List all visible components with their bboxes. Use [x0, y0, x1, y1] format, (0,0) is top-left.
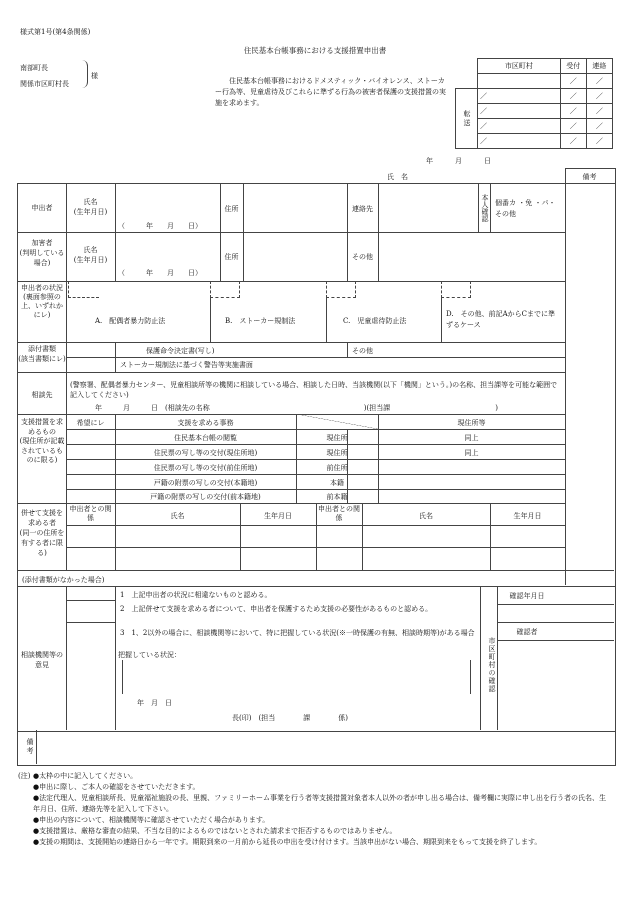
notes-prefix: (注) — [18, 772, 31, 780]
perpetrator-other-label: その他 — [352, 253, 373, 261]
support-val-1: 同上 — [464, 434, 479, 442]
status-c-checkbox[interactable] — [326, 281, 356, 298]
city-confirm-label: 市区町村の確認 — [488, 637, 496, 693]
note-item: ●支援措置は、厳格な審査の結果、不当な目的によるものではないとされた請求まで拒否するものではありません。 — [33, 827, 397, 835]
remarks-header: 備考 — [582, 173, 597, 181]
support-type-5: 前本籍 — [326, 493, 348, 501]
status-b: B. ストーカー規制法 — [225, 317, 296, 325]
perpetrator-address-label: 住所 — [224, 253, 239, 261]
applicant-dob[interactable]: （ 年 月 日） — [118, 222, 202, 230]
opinion-item-3b: 把握している状況： — [118, 651, 181, 659]
joint-hdr-dob-2: 生年月日 — [513, 512, 542, 520]
joint-hdr-name-2: 氏名 — [419, 512, 433, 520]
situation-field[interactable] — [125, 660, 468, 694]
transfer-col-city: 市区町村 — [478, 59, 561, 74]
applicant-name-label: 氏名 (生年月日) — [73, 198, 108, 216]
status-a-checkbox[interactable] — [68, 281, 99, 298]
opinion-item-2: 2 上記併せて支援を求める者について、申出者を保護するため支援の必要性があるものと認める。 — [120, 605, 433, 613]
note-item: ●申出に際し、ご本人の確認をさせていただきます。 — [33, 783, 200, 791]
joint-hdr-name-1: 氏名 — [170, 512, 185, 520]
attachment-other: その他 — [352, 347, 373, 355]
support-hdr-check: 希望にレ — [76, 419, 105, 427]
applicant-contact-label: 連絡先 — [352, 205, 373, 213]
confirm-date-label: 確認年月日 — [509, 592, 545, 600]
transfer-side-label: 転送 — [456, 89, 478, 149]
status-label: 申出者の状況 (裏面参照の上、いずれかにレ) — [21, 284, 63, 319]
addressee-line1: 南部町長 — [20, 64, 48, 72]
support-item-4: 戸籍の附票の写しの交付(本籍地) — [153, 479, 258, 487]
perpetrator-dob[interactable]: （ 年 月 日） — [118, 269, 202, 277]
note-item: ●法定代理人、児童相談所長、児童福祉施設の長、里親、ファミリーホーム事業を行う者等支援措置対象者本人以外の者が申し出る場合は、備考欄に実際に申し出を行う者の氏名、生年月日、住所、連絡先等を記入して下さい。 — [33, 794, 606, 813]
support-check-1[interactable] — [68, 431, 113, 442]
joint-hdr-rel-1: 申出者との関 係 — [69, 505, 119, 522]
status-d-checkbox[interactable] — [441, 281, 471, 298]
id-types[interactable]: 個番カ ・免 ・パ・その他 — [495, 199, 556, 218]
note-item: ●申出の内容について、相談機関等に確認させていただく場合があります。 — [33, 816, 270, 824]
remarks-bottom-field[interactable] — [40, 733, 610, 761]
opinion-sign: 長(印) (担当 課 係) — [232, 714, 348, 722]
support-item-1: 住民基本台帳の閲覧 — [174, 434, 237, 442]
perpetrator-name-label: 氏名 (生年月日) — [73, 246, 108, 264]
applicant-address-field[interactable] — [245, 190, 345, 228]
applicant-label: 申出者 — [31, 204, 53, 212]
status-a: A. 配偶者暴力防止法 — [95, 317, 166, 325]
opinion-item-3: 3 1、2以外の場合に、相談機関等において、特に把握している状況(※一時保護の有無、相談時期等)がある場合 — [120, 629, 475, 637]
form-number: 様式第1号(第4条関係) — [20, 28, 91, 36]
support-type-4: 本籍 — [330, 479, 344, 487]
transfer-col-recv: 受付 — [560, 59, 586, 74]
date-line: 年 月 日 — [426, 157, 491, 165]
support-val-2: 同上 — [464, 449, 479, 457]
attachment-item2: ストーカー規制法に基づく警告等実施書面 — [120, 361, 253, 369]
joint-label: 併せて支援を求める者 (同一の住所を有する者に限る) — [19, 509, 65, 557]
support-item-5: 戸籍の附票の写しの交付(前本籍地) — [150, 493, 261, 501]
support-check-3[interactable] — [68, 461, 113, 472]
remarks-bottom-label: 備考 — [26, 738, 34, 756]
situation-bracket-right — [470, 660, 471, 694]
support-type-2: 現住所 — [326, 449, 348, 457]
opinion-label: 相談機関等の意見 — [21, 651, 63, 669]
opinion-item-1: 1 上記申出者の状況に相違ないものと認める。 — [120, 591, 272, 599]
status-d: D. その他、前記AからCまでに準ずるケース — [446, 310, 555, 329]
intro-text: 住民基本台帳事務におけるドメスティック・バイオレンス、ストーカー行為等、児童虐待及びこれらに準ずる行為の被害者保護の支援措置の実施を求めます。 — [215, 77, 446, 107]
support-hdr-addr: 現住所等 — [457, 419, 486, 427]
attachments-label: 添付書類 (該当書類にレ) — [18, 345, 66, 363]
status-b-checkbox[interactable] — [210, 281, 240, 298]
support-label: 支援措置を求めるもの (現住所が記載されているものに限る) — [19, 418, 65, 464]
joint-hdr-rel-2: 申出者との関 係 — [318, 505, 367, 522]
situation-bracket-left — [122, 660, 123, 694]
consultation-label: 相談先 — [31, 391, 53, 399]
opinion-date: 年 月 日 — [137, 699, 172, 707]
remarks-column-line — [565, 183, 566, 585]
support-check-5[interactable] — [68, 491, 113, 502]
form-title: 住民基本台帳事務における支援措置申出書 — [243, 46, 387, 55]
addressee-brace — [81, 60, 88, 88]
signature-name-label: 氏 名 — [387, 173, 408, 181]
support-check-4[interactable] — [68, 476, 113, 487]
note-item: ●太枠の中に記入してください。 — [33, 772, 138, 780]
confirmer-label: 確認者 — [516, 628, 538, 636]
applicant-contact-field[interactable] — [380, 190, 476, 228]
opinion-check-2[interactable] — [68, 603, 113, 621]
status-c: C. 児童虐待防止法 — [343, 317, 407, 325]
support-item-3: 住民票の写し等の交付(前住所地) — [153, 464, 258, 472]
no-attachment-note: (添付書類がなかった場合) — [22, 576, 105, 584]
consultation-text: (警察署、配偶者暴力センター、児童相談所等の機関に相談している場合、相談した日時、当該機関(以下「機関」という。)の名称、担当課等を可能な範囲で記入してください) — [70, 381, 558, 399]
attachment-item1: 保護命令決定書(写し) — [146, 347, 215, 355]
support-item-2: 住民票の写し等の交付(現住所地) — [153, 449, 258, 457]
transfer-col-contact: 連絡 — [586, 59, 612, 74]
note-item: ●支援の期間は、支援開始の連絡日から一年です。期限到来の一月前から延長の申出を受け付けます。当該申出がない場合、期限到来をもって支援を終了します。 — [33, 838, 542, 846]
opinion-check-1[interactable] — [68, 588, 113, 599]
support-type-1: 現住所 — [326, 434, 348, 442]
consultation-line2[interactable]: 年 月 日 (相談先の名称 )(担当課 ) — [95, 404, 498, 412]
support-type-3: 前住所 — [326, 464, 348, 472]
joint-hdr-dob-1: 生年月日 — [264, 512, 292, 520]
opinion-check-3[interactable] — [68, 625, 113, 645]
notes-list — [33, 771, 611, 848]
addressee-sama: 様 — [91, 72, 98, 80]
transfer-table: 市区町村 受付 連絡 ／ ／ 転送 ／ ／ ／ ／ ／ ／ ／ ／ ／ ／ ／ ／ — [455, 58, 613, 149]
id-check-label: 本人確認 — [481, 194, 489, 222]
support-check-2[interactable] — [68, 446, 113, 457]
support-hdr-item: 支援を求める事務 — [177, 419, 234, 427]
addressee-line2: 関係市区町村長 — [20, 80, 69, 88]
perpetrator-label: 加害者 (判明している場合) — [19, 239, 65, 267]
applicant-address-label: 住所 — [224, 205, 239, 213]
